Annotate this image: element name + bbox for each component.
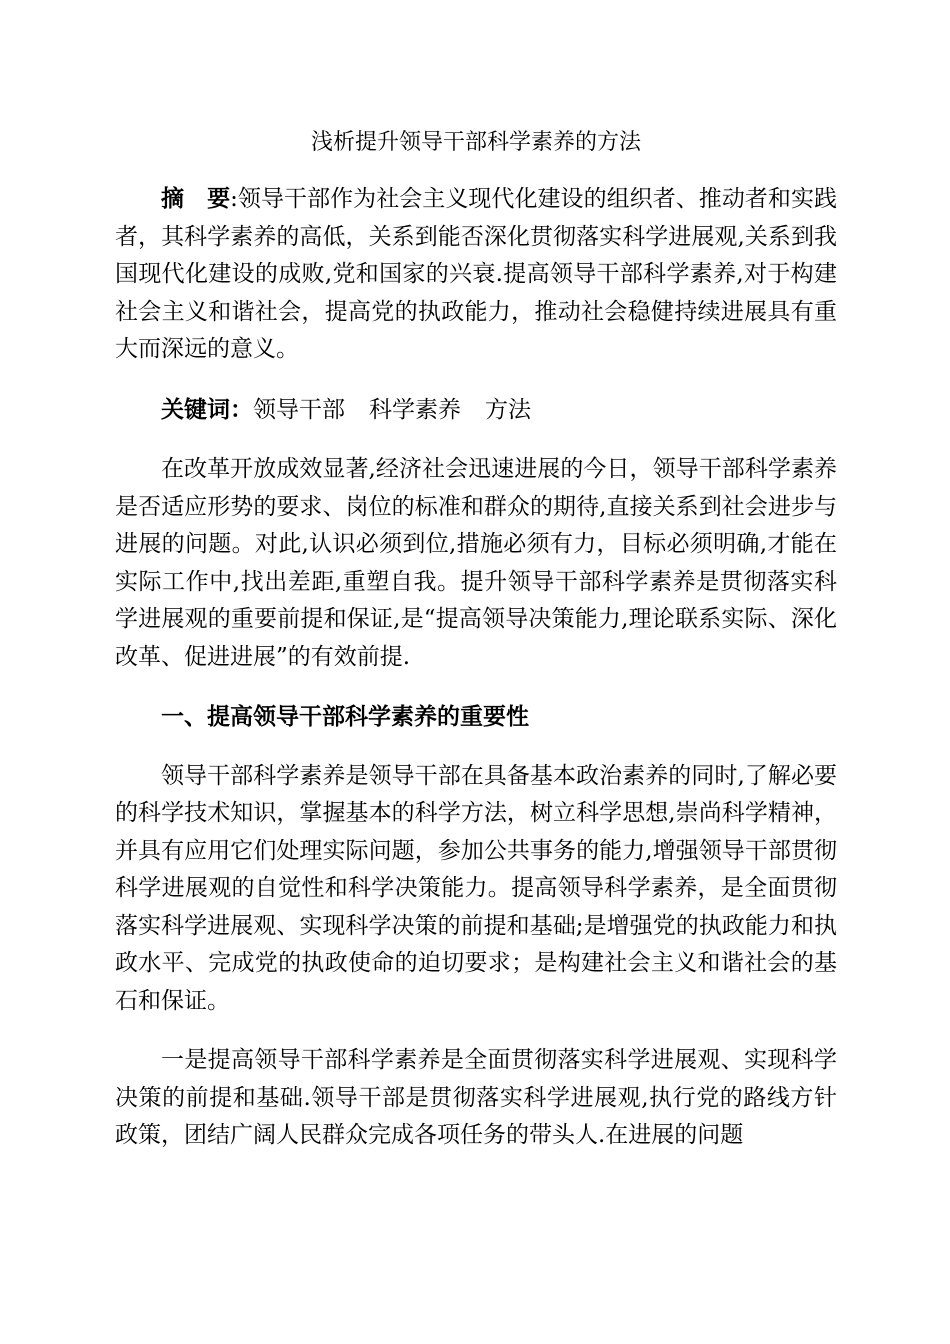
- keyword-term: 领导干部: [253, 396, 345, 423]
- keyword-term: 方法: [485, 396, 531, 423]
- keyword-term: 科学素养: [369, 396, 461, 423]
- body-paragraph: 一是提高领导干部科学素养是全面贯彻落实科学进展观、实现科学决策的前提和基础.领导干部是贯彻落实科学进展观,执行党的路线方针政策，团结广阔人民群众完成各项任务的带头人.在进展的问题: [115, 1047, 837, 1148]
- keywords-label: 关键词：: [161, 395, 253, 423]
- keywords-paragraph: [115, 391, 837, 430]
- intro-paragraph: 在改革开放成效显著,经济社会迅速进展的今日，领导干部科学素养是否适应形势的要求、岗位的标准和群众的期待,直接关系到社会进步与进展的问题。对此,认识必须到位,措施必须有力，目标必须明确,才能在实际工作中,找出差距,重塑自我。提升领导干部科学素养是贯彻落实科学进展观的重要前提和保证,是“提高领导决策能力,理论联系实际、深化改革、促进进展”的有效前提.: [115, 456, 837, 670]
- document-title: 浅析提升领导干部科学素养的方法: [310, 130, 641, 155]
- abstract-separator: :: [230, 186, 238, 212]
- abstract-label: 摘 要: [161, 185, 231, 212]
- body-paragraph: 领导干部科学素养是领导干部在具备基本政治素养的同时,了解必要的科学技术知识，掌握基本的科学方法，树立科学思想,崇尚科学精神，并具有应用它们处理实际问题，参加公共事务的能力,增强领导干部贯彻科学进展观的自觉性和科学决策能力。提高领导科学素养，是全面贯彻落实科学进展观、实现科学决策的前提和基础;是增强党的执政能力和执政水平、完成党的执政使命的迫切要求；是构建社会主义和谐社会的基石和保证。: [115, 762, 837, 1014]
- document-page: [115, 128, 837, 1155]
- abstract-text: 领导干部作为社会主义现代化建设的组织者、推动者和实践者，其科学素养的高低，关系到能否深化贯彻落实科学进展观,关系到我国现代化建设的成败,党和国家的兴衰.提高领导干部科学素养,对于构建社会主义和谐社会，提高党的执政能力，推动社会稳健持续进展具有重大而深远的意义。: [115, 186, 838, 362]
- section-heading: 一、提高领导干部科学素养的重要性: [161, 703, 529, 730]
- abstract-paragraph: [115, 180, 837, 369]
